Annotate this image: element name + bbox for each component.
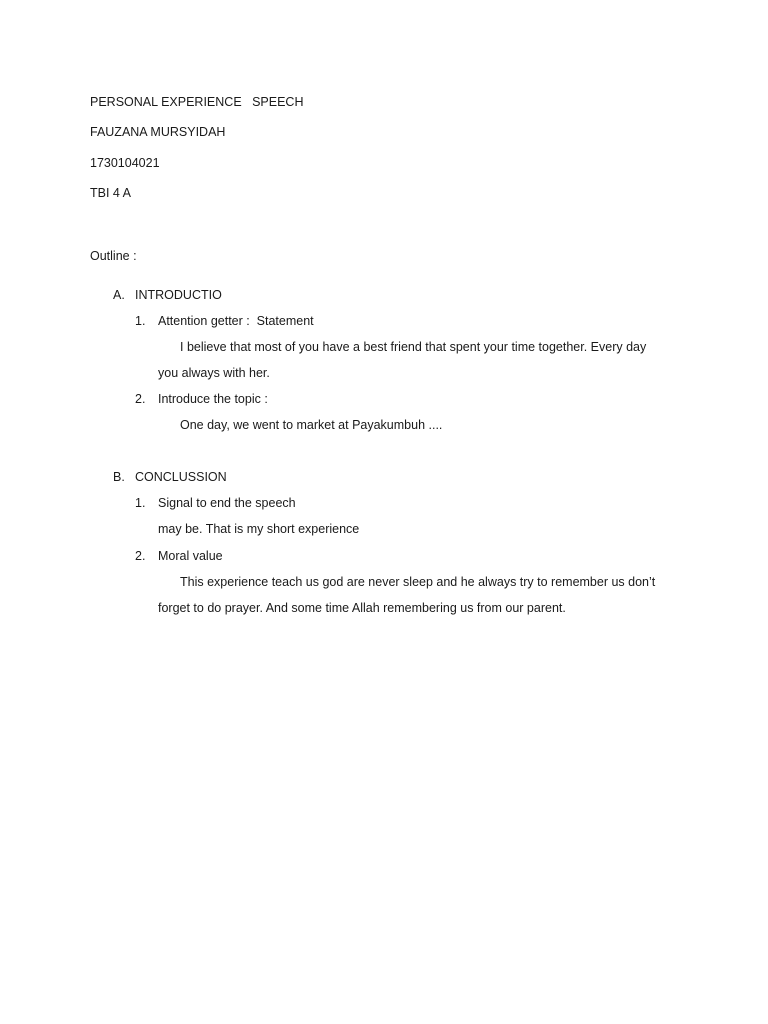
section-b-marker: B.	[113, 470, 125, 484]
document-title: PERSONAL EXPERIENCE SPEECH	[90, 95, 304, 109]
student-id: 1730104021	[90, 156, 160, 170]
item-number: 2.	[135, 549, 146, 563]
item-label: Introduce the topic :	[158, 392, 268, 406]
item-number: 1.	[135, 496, 146, 510]
item-text: forget to do prayer. And some time Allah remembering us from our parent.	[158, 601, 566, 615]
item-text: may be. That is my short experience	[158, 522, 360, 536]
item-number: 1.	[135, 314, 146, 328]
item-text: One day, we went to market at Payakumbuh ....	[180, 418, 443, 432]
item-text: you always with her.	[158, 366, 270, 380]
section-a-marker: A.	[113, 288, 125, 302]
item-text: I believe that most of you have a best friend that spent your time together. Every day	[180, 340, 647, 354]
item-number: 2.	[135, 392, 146, 406]
item-text: This experience teach us god are never sleep and he always try to remember us don’t	[180, 575, 656, 589]
item-label: Signal to end the speech	[158, 496, 296, 510]
author-name: FAUZANA MURSYIDAH	[90, 125, 226, 139]
item-label: Moral value	[158, 549, 223, 563]
item-label: Attention getter : Statement	[158, 314, 314, 328]
outline-label: Outline :	[90, 249, 137, 263]
class-label: TBI 4 A	[90, 186, 131, 200]
section-b-heading: CONCLUSSION	[135, 470, 227, 484]
section-a-heading: INTRODUCTIO	[135, 288, 222, 302]
